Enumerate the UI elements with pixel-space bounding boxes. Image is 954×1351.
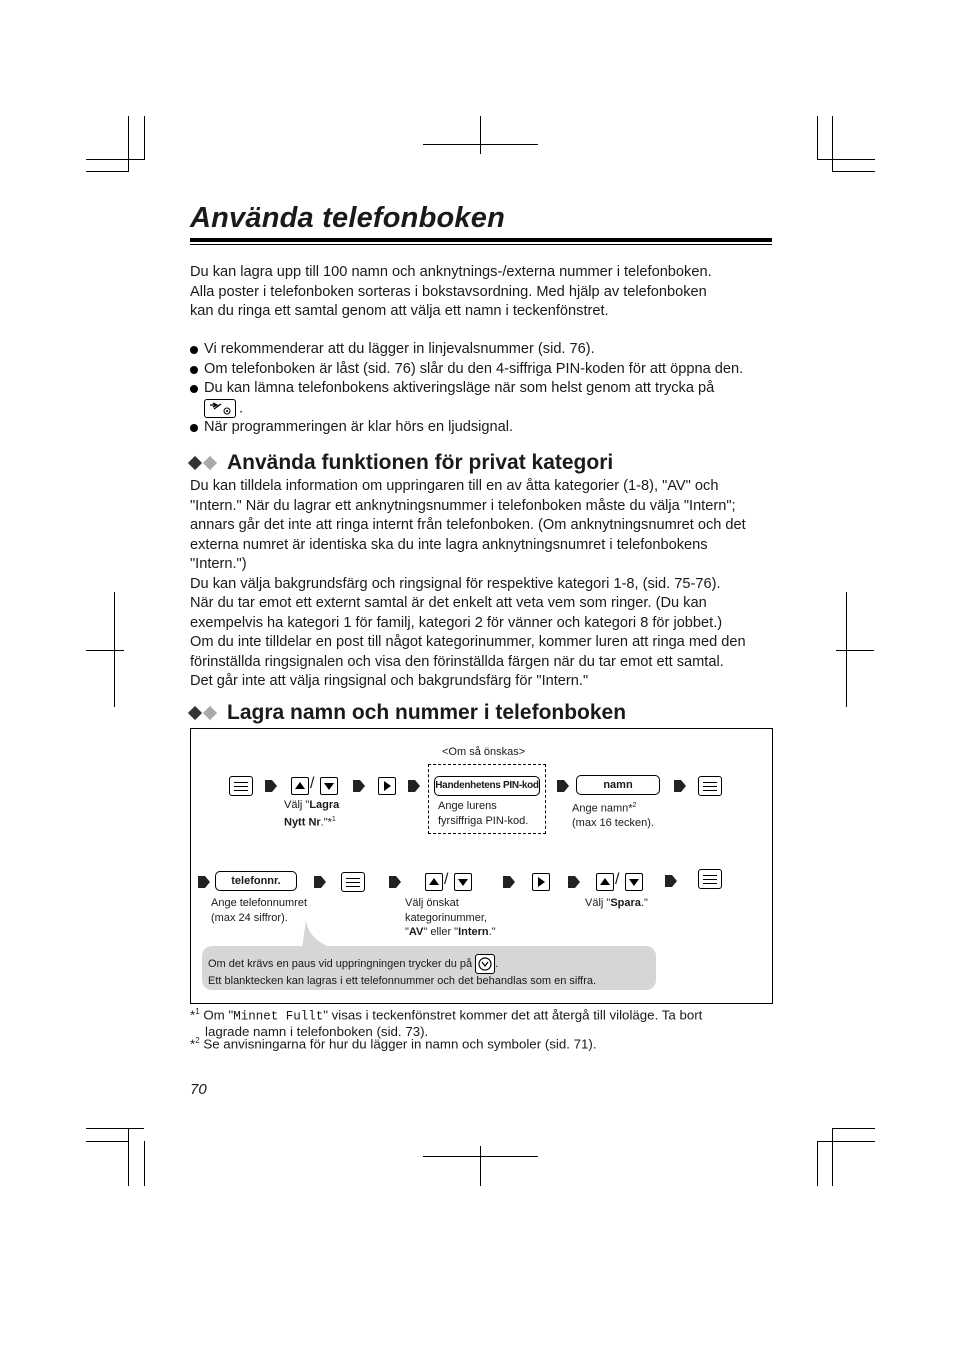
up-key-icon [596, 873, 614, 891]
footnote-1: *$^1$ Om "Minnet Fullt" visas i teckenfönstret kommer det att återgå till viloläge. Ta bort lagrade namn i telefonboken (sid. 73). [190, 1007, 703, 1040]
up-key-icon [425, 873, 443, 891]
menu-key-icon [341, 872, 365, 892]
arrow-right-icon [568, 872, 580, 892]
bullet-list [190, 340, 780, 438]
list-item: Vi rekommenderar att du lägger in linjevalsnummer (sid. 76). [190, 340, 780, 360]
diamond-icon [203, 456, 217, 470]
slash: / [444, 871, 449, 888]
section-heading-category: Använda funktionen för privat kategori [190, 451, 613, 475]
step-category-desc: Välj önskat kategorinummer, "AV" eller "Intern." [405, 897, 496, 938]
arrow-right-icon [674, 776, 686, 796]
right-key-icon [532, 873, 550, 891]
intro-line: kan du ringa ett samtal genom att välja ett namn i teckenfönstret. [190, 303, 609, 319]
title-rule-thin [190, 244, 772, 245]
right-key-icon [378, 777, 396, 795]
telephone-number-button: telefonnr. [215, 871, 297, 891]
step-name-desc: Ange namn*$^2$ (max 16 tecken). [572, 802, 654, 830]
intro-line: Du kan lagra upp till 100 namn och anknytnings-/externa nummer i telefonboken. [190, 264, 712, 280]
step-tel-desc: Ange telefonnumret (max 24 siffror). [211, 897, 308, 924]
arrow-right-icon [665, 871, 677, 891]
bullet-dot-icon [190, 385, 198, 393]
intro-line: Alla poster i telefonboken sorteras i bokstavsordning. Med hjälp av telefonboken [190, 283, 707, 300]
arrow-right-icon [503, 872, 515, 892]
list-item: Du kan lämna telefonbokens aktiveringsläge när som helst genom att trycka på . [190, 379, 780, 418]
off-key-icon [204, 399, 236, 418]
list-item: När programmeringen är klar hörs en ljudsignal. [190, 418, 780, 438]
bullet-dot-icon [190, 346, 198, 354]
menu-key-icon [698, 776, 722, 796]
step-select-new: Välj "Lagra Nytt Nr."*$^1$ [284, 799, 340, 829]
arrow-right-icon [314, 872, 326, 892]
down-key-icon [454, 873, 472, 891]
arrow-right-icon [557, 776, 569, 796]
page-title: Använda telefonboken [190, 202, 505, 234]
section-heading-store: Lagra namn och nummer i telefonboken [190, 701, 626, 725]
name-button: namn [576, 775, 660, 795]
diamond-icon [188, 706, 202, 720]
diamond-icon [203, 706, 217, 720]
menu-key-icon [698, 869, 722, 889]
slash: / [615, 871, 620, 888]
up-key-icon [291, 777, 309, 795]
pause-key-icon [475, 954, 495, 974]
diamond-icon [188, 456, 202, 470]
pause-note: Om det krävs en paus vid uppringningen trycker du på . Ett blanktecken kan lagras i ett telefonnummer och det behandlas som en siffra. [202, 946, 656, 990]
intro-paragraph [190, 263, 780, 322]
title-rule [190, 238, 772, 242]
category-paragraph: Du kan tilldela information om uppringaren till en av åtta kategorier (1-8), "AV" och "Intern." När du lagrar ett anknytningsnummer i telefonboken måste du välja "Intern"; annars går det inte att ringa internt från telefonboken. (Om anknytningsnumret och det externa numret är identiska ska du inte lagra anknytningsnumret i telefonbokens "Intern.") Du kan välja bakgrundsfärg och ringsignal för respektive kategori 1-8, (sid. 75-76). När du tar emot ett externt samtal är det enkelt att veta vem som ringer. (Du kan exempelvis ha kategori 1 för familj, kategori 2 för vänner och kategori 8 för jobbet.) Om du inte tilldelar en post till något kategorinummer, kommer luren att ringa med den förinställda ringsignalen och visa den förinställda färgen när du tar emot ett samtal. Det går inte att välja ringsignal och bakgrundsfärg för "Intern." [190, 478, 746, 689]
optional-label: <Om så önskas> [442, 746, 526, 758]
arrow-right-icon [389, 872, 401, 892]
step-pin-desc: Ange lurens fyrsiffriga PIN-kod. [438, 800, 529, 827]
bullet-dot-icon [190, 424, 198, 432]
down-key-icon [320, 777, 338, 795]
page-number: 70 [190, 1081, 207, 1098]
slash: / [310, 775, 315, 792]
step-save-desc: Välj "Spara." [585, 897, 648, 909]
arrow-right-icon [408, 776, 420, 796]
arrow-right-icon [198, 872, 210, 892]
pin-code-button: Handenhetens PIN-kod [434, 776, 540, 796]
footnote-2: *$^2$ Se anvisningarna för hur du lägger in namn och symboler (sid. 71). [190, 1036, 597, 1052]
bullet-dot-icon [190, 366, 198, 374]
arrow-right-icon [265, 776, 277, 796]
list-item: Om telefonboken är låst (sid. 76) slår du den 4-siffriga PIN-koden för att öppna den. [190, 360, 780, 380]
menu-key-icon [229, 776, 253, 796]
arrow-right-icon [353, 776, 365, 796]
down-key-icon [625, 873, 643, 891]
